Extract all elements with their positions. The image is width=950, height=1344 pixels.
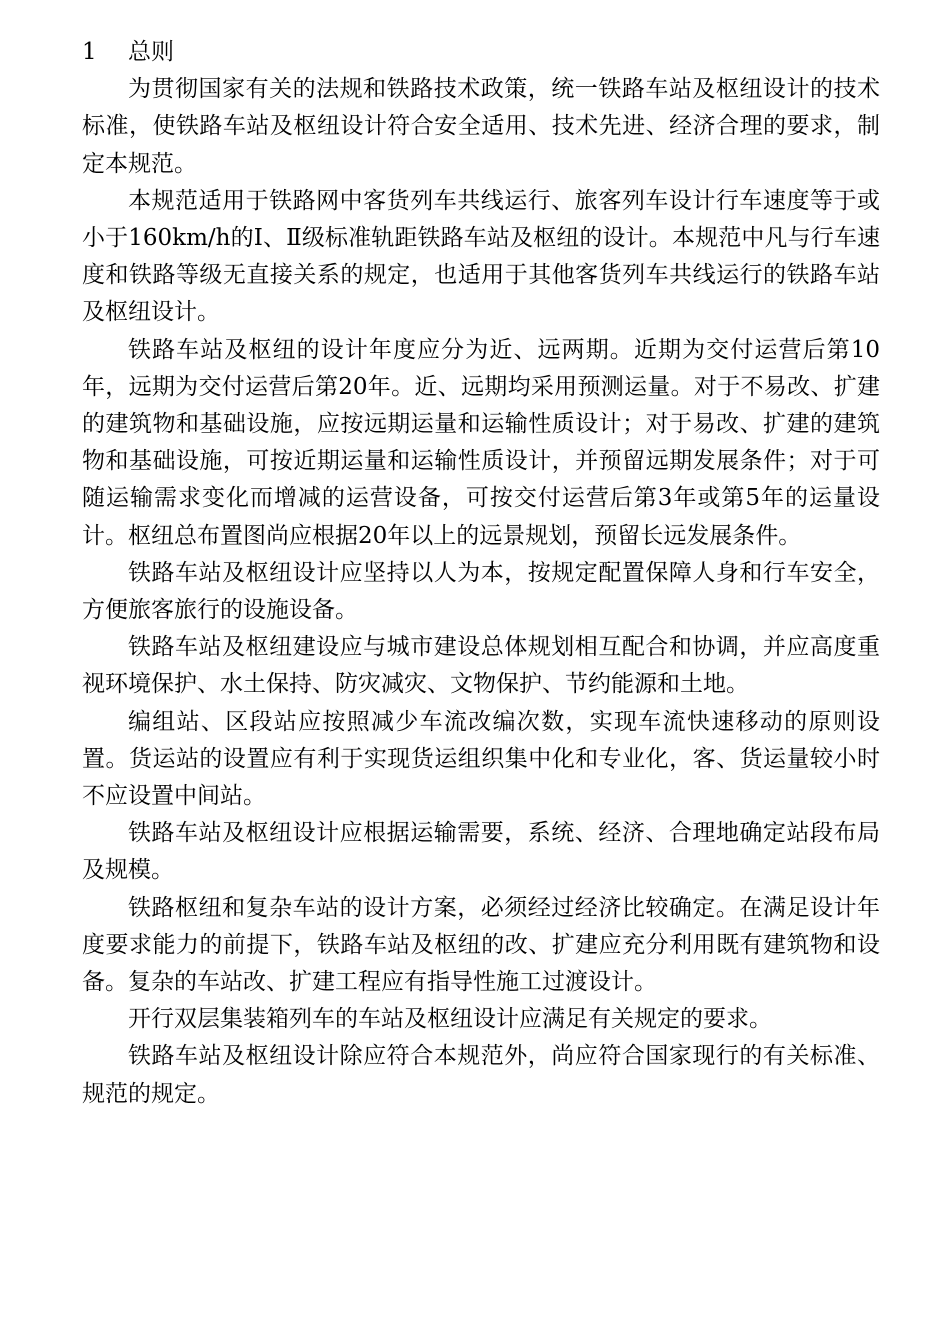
paragraph-purpose: 为贯彻国家有关的法规和铁路技术政策，统一铁路车站及枢纽设计的技术标准，使铁路车站及枢纽设计符合安全适用、技术先进、经济合理的要求，制定本规范。: [82, 76, 880, 177]
paragraph-other-standards: 铁路车站及枢纽设计除应符合本规范外，尚应符合国家现行的有关标准、规范的规定。: [82, 1043, 880, 1107]
section-number: 1: [82, 39, 97, 65]
paragraph-scope: 本规范适用于铁路网中客货列车共线运行、旅客列车设计行车速度等于或小于160km/h的Ⅰ、Ⅱ级标准轨距铁路车站及枢纽的设计。本规范中凡与行车速度和铁路等级无直接关系的规定，也适用于其他客货列车共线运行的铁路车站及枢纽设计。: [82, 187, 880, 326]
document-page: [82, 34, 880, 1113]
paragraph-design-scheme: 铁路枢纽和复杂车站的设计方案，必须经过经济比较确定。在满足设计年度要求能力的前提下，铁路车站及枢纽的改、扩建应充分利用既有建筑物和设备。复杂的车站改、扩建工程应有指导性施工过渡设计。: [82, 894, 880, 996]
paragraph-double-stack: 开行双层集装箱列车的车站及枢纽设计应满足有关规定的要求。: [128, 1006, 772, 1033]
paragraph-safety: 铁路车站及枢纽设计应坚持以人为本，按规定配置保障人身和行车安全，方便旅客旅行的设施设备。: [82, 559, 880, 624]
paragraph-design-years: 铁路车站及枢纽的设计年度应分为近、远两期。近期为交付运营后第10年，远期为交付运营后第20年。近、远期均采用预测运量。对于不易改、扩建的建筑物和基础设施，应按远期运量和运输性质设计；对于易改、扩建的建筑物和基础设施，可按近期运量和运输性质设计，并预留远期发展条件；对于可随运输需求变化而增减的运营设备，可按交付运营后第3年或第5年的运量设计。枢纽总布置图尚应根据20年以上的远景规划，预留长远发展条件。: [82, 336, 880, 549]
paragraph-station-setup: 编组站、区段站应按照减少车流改编次数，实现车流快速移动的原则设置。货运站的设置应有利于实现货运组织集中化和专业化，客、货运量较小时不应设置中间站。: [82, 708, 880, 810]
paragraph-urban-planning: 铁路车站及枢纽建设应与城市建设总体规划相互配合和协调，并应高度重视环境保护、水土保持、防灾减灾、文物保护、节约能源和土地。: [82, 634, 880, 698]
paragraph-layout-scale: 铁路车站及枢纽设计应根据运输需要，系统、经济、合理地确定站段布局及规模。: [82, 820, 880, 884]
section-heading: [82, 34, 880, 71]
section-title: 总则: [128, 39, 174, 65]
